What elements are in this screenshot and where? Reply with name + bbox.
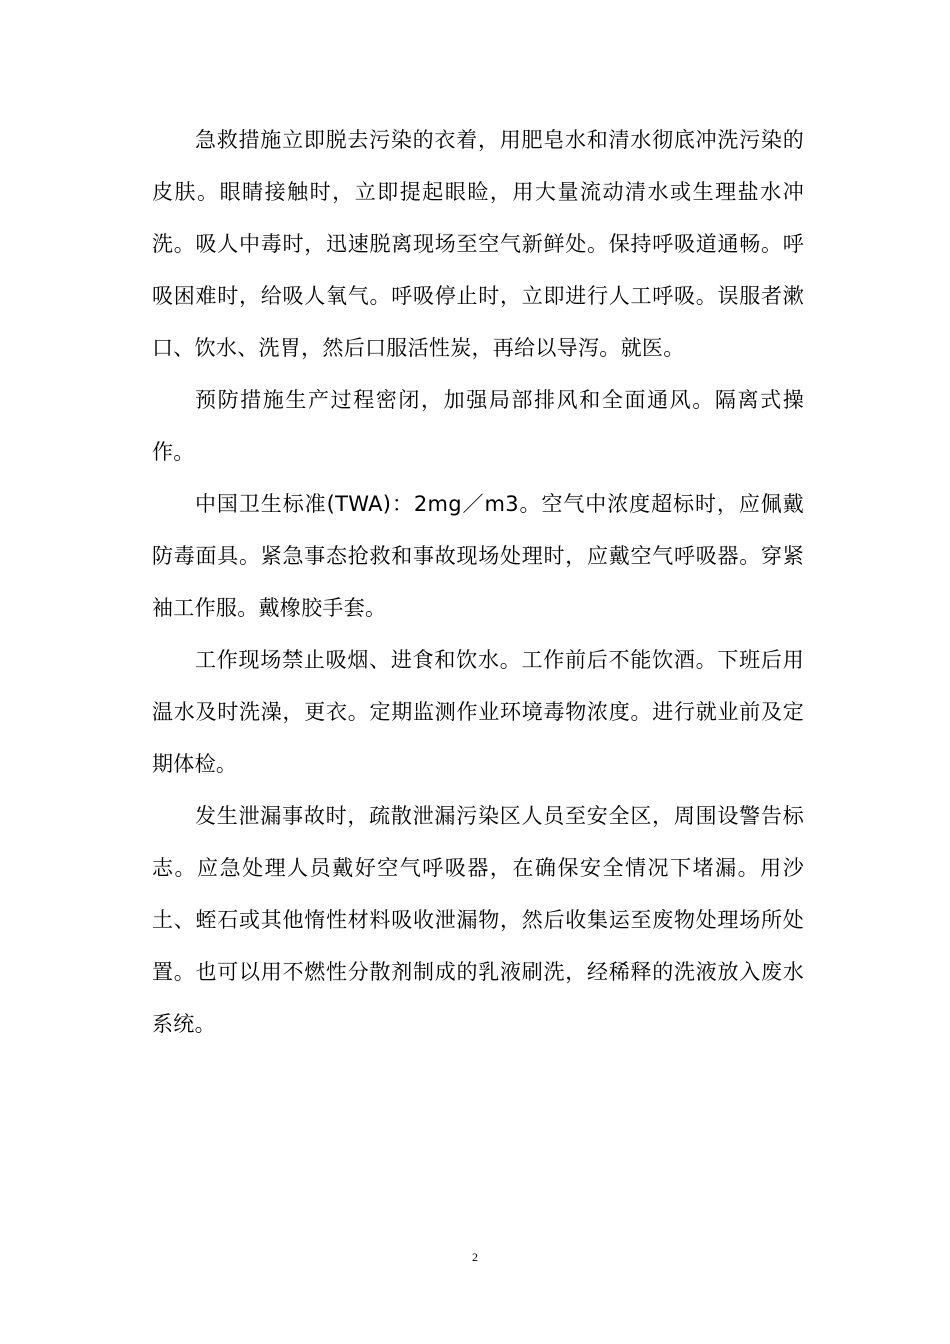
paragraph-workplace-rules: 工作现场禁止吸烟、进食和饮水。工作前后不能饮酒。下班后用温水及时洗澡，更衣。定期监测作业环境毒物浓度。进行就业前及定期体检。 (152, 648, 804, 776)
paragraph-first-aid: 急救措施立即脱去污染的衣着，用肥皂水和清水彻底冲洗污染的皮肤。眼睛接触时，立即提起眼睑，用大量流动清水或生理盐水冲洗。吸人中毒时，迅速脱离现场至空气新鲜处。保持呼吸道通畅。呼吸困难时，给吸人氧气。呼吸停止时，立即进行人工呼吸。误服者漱口、饮水、洗胃，然后口服活性炭，再给以导泻。就医。 (152, 128, 804, 360)
page-number: 2 (472, 1250, 478, 1264)
document-body (152, 114, 804, 1050)
paragraph-leak-handling: 发生泄漏事故时，疏散泄漏污染区人员至安全区，周围设警告标志。应急处理人员戴好空气呼吸器，在确保安全情况下堵漏。用沙土、蛭石或其他惰性材料吸收泄漏物，然后收集运至废物处理场所处置。也可以用不燃性分散剂制成的乳液刷洗，经稀释的洗液放入废水系统。 (152, 804, 804, 1036)
paragraph-prevention: 预防措施生产过程密闭，加强局部排风和全面通风。隔离式操作。 (152, 388, 804, 464)
paragraph-health-standard: 中国卫生标准(TWA)：2mg／m3。空气中浓度超标时，应佩戴防毒面具。紧急事态抢救和事故现场处理时，应戴空气呼吸器。穿紧袖工作服。戴橡胶手套。 (152, 492, 804, 620)
